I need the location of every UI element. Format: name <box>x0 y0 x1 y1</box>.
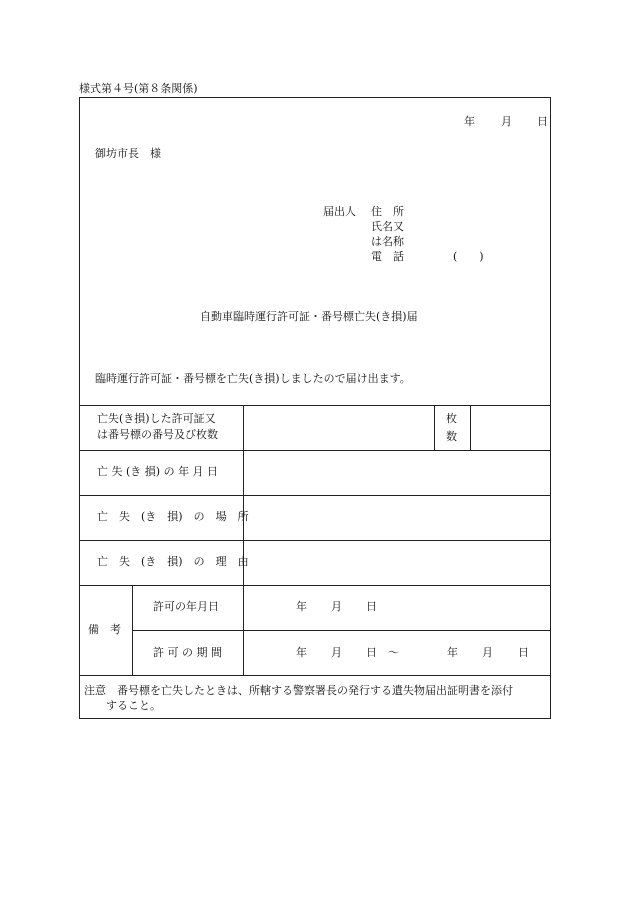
permit-date-label: 許可の年月日 <box>153 600 219 613</box>
period-start-month: 月 <box>331 646 342 659</box>
applicant-phone-label: 電 話 <box>371 250 404 263</box>
applicant-label: 届出人 <box>323 205 356 218</box>
label-column-line <box>243 405 244 675</box>
applicant-phone-paren: ( ) <box>453 250 484 263</box>
applicant-name-line1: 氏名又 <box>371 220 404 233</box>
remarks-mid-line <box>132 630 550 631</box>
row2-top-line <box>80 450 550 451</box>
period-end-month: 月 <box>482 646 493 659</box>
note-line1: 注意 番号標を亡失したときは、所轄する警察署長の発行する遺失物届出証明書を添付 <box>84 684 513 697</box>
row3-label: 亡 失 (き 損) の 場 所 <box>97 510 249 523</box>
row2-label: 亡 失 (き 損) の 年 月 日 <box>97 465 219 478</box>
period-start-day: 日 <box>366 646 377 659</box>
note-top-line <box>80 675 550 676</box>
period-tilde: ～ <box>388 646 399 659</box>
row4-label: 亡 失 (き 損) の 理 由 <box>97 555 249 568</box>
period-start-year: 年 <box>296 646 307 659</box>
application-form <box>79 97 551 719</box>
count-label-line1: 枚 <box>446 412 457 425</box>
count-right-line <box>470 405 471 450</box>
row4-top-line <box>80 540 550 541</box>
row1-label-line1: 亡失(き損)した許可証又 <box>97 412 216 425</box>
permit-date-year: 年 <box>296 600 307 613</box>
header-month: 月 <box>501 115 512 128</box>
header-day: 日 <box>537 115 548 128</box>
permit-period-label: 許 可 の 期 間 <box>153 646 222 659</box>
addressee: 御坊市長 様 <box>95 147 161 160</box>
row3-top-line <box>80 495 550 496</box>
permit-date-day: 日 <box>366 600 377 613</box>
form-number: 様式第４号(第８条関係) <box>79 82 198 95</box>
header-date <box>464 115 475 129</box>
remarks-label: 備 考 <box>88 623 121 636</box>
table-top-line <box>80 405 550 406</box>
body-text: 臨時運行許可証・番号標を亡失(き損)しましたので届け出ます。 <box>95 372 411 385</box>
count-label-line2: 数 <box>446 430 457 443</box>
applicant-address-label: 住 所 <box>371 205 404 218</box>
period-end-year: 年 <box>447 646 458 659</box>
period-end-day: 日 <box>518 646 529 659</box>
header-year: 年 <box>464 115 475 128</box>
form-title: 自動車臨時運行許可証・番号標亡失(き損)届 <box>200 310 418 323</box>
applicant-name-line2: は名称 <box>371 235 404 248</box>
note-line2: すること。 <box>106 699 161 712</box>
row1-label-line2: は番号標の番号及び枚数 <box>97 428 218 441</box>
count-left-line <box>434 405 435 450</box>
remarks-top-line <box>80 585 550 586</box>
permit-date-month: 月 <box>331 600 342 613</box>
remarks-column-line <box>132 585 133 675</box>
